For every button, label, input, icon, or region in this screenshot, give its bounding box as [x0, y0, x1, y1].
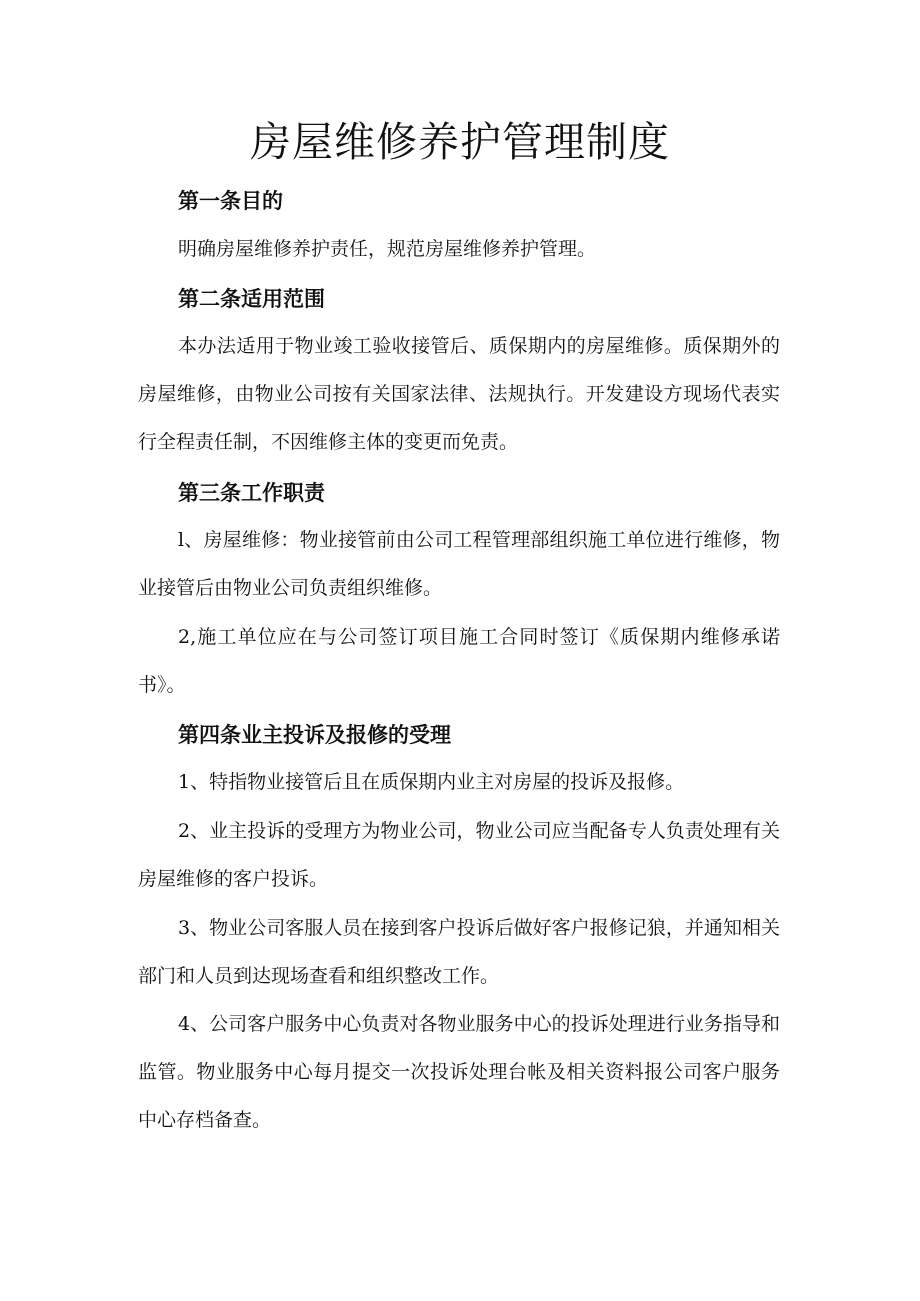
paragraph: 明确房屋维修养护责任，规范房屋维修养护管理。	[178, 238, 597, 260]
section-heading: 第二条适用范围	[178, 287, 325, 311]
paragraph: 4、公司客户服务中心负责对各物业服务中心的投诉处理进行业务指导和监管。物业服务中心每月提交一次投诉处理台帐及相关资料报公司客户服务中心存档备查。	[138, 1013, 780, 1131]
paragraph: 3、物业公司客服人员在接到客户投诉后做好客户报修记狼，并通知相关部门和人员到达现场查看和组织整改工作。	[138, 917, 780, 987]
paragraph: 1、特指物业接管后且在质保期内业主对房屋的投诉及报修。	[178, 771, 685, 793]
document-title: 房屋维修养护管理制度	[250, 118, 670, 166]
section-heading: 第一条目的	[178, 189, 283, 213]
paragraph: 2,施工单位应在与公司签订项目施工合同时签订《质保期内维修承诺书》。	[138, 626, 780, 696]
paragraph: l、房屋维修：物业接管前由公司工程管理部组织施工单位进行维修，物业接管后由物业公司负责组织维修。	[138, 529, 780, 599]
paragraph: 2、业主投诉的受理方为物业公司，物业公司应当配备专人负责处理有关房屋维修的客户投诉。	[138, 820, 780, 890]
section-heading: 第三条工作职责	[178, 481, 325, 505]
section-heading: 第四条业主投诉及报修的受理	[178, 723, 451, 747]
paragraph: 本办法适用于物业竣工验收接管后、质保期内的房屋维修。质保期外的房屋维修，由物业公司按有关国家法律、法规执行。开发建设方现场代表实行全程责任制，不因维修主体的变更而免责。	[138, 335, 780, 453]
